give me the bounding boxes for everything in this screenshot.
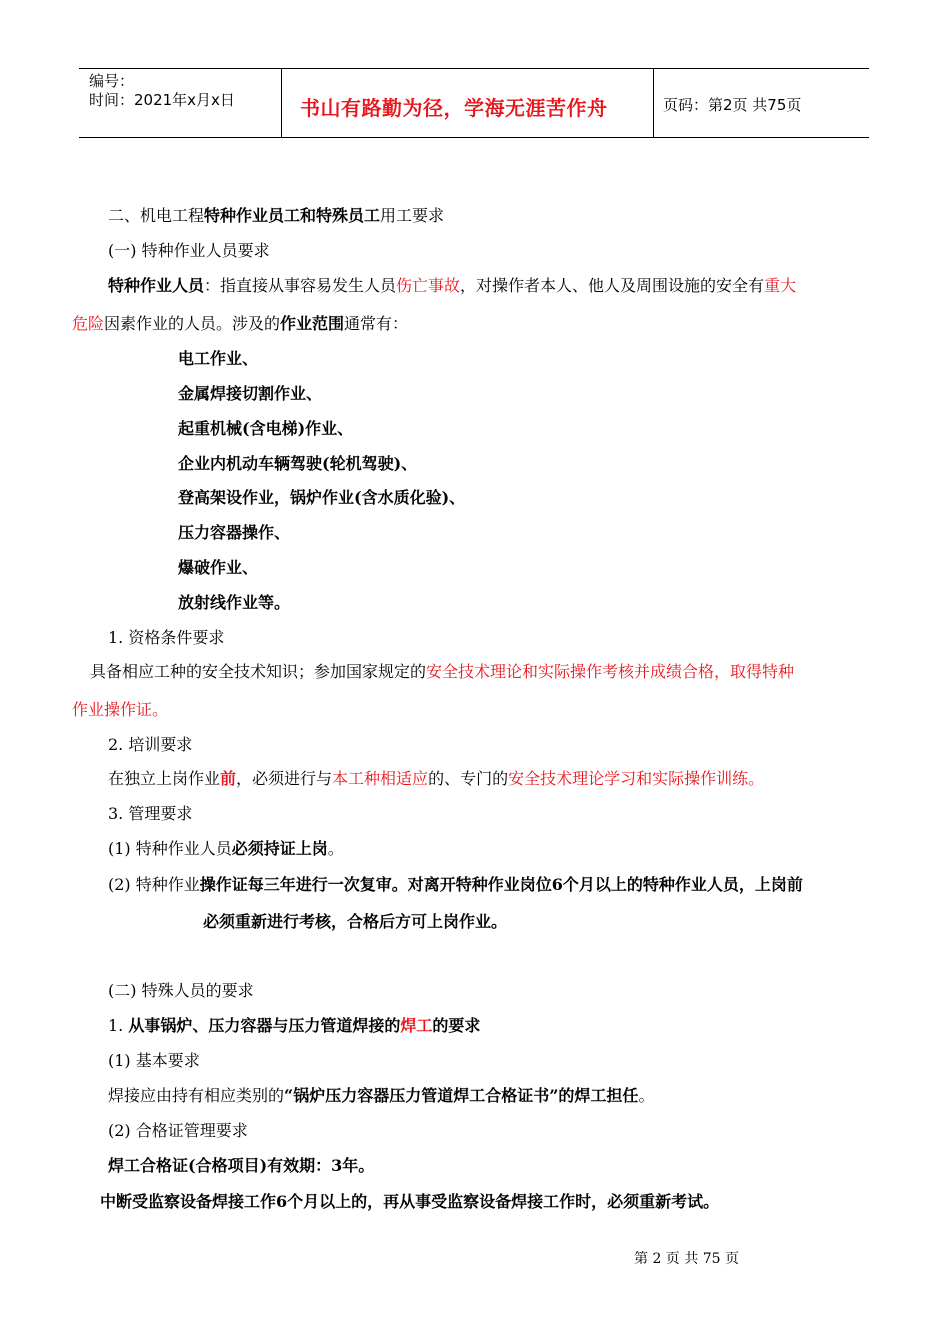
header-code: 编号： [89,72,135,90]
management-item-continued: 必须重新进行考核，合格后方可上岗作业。 [203,912,508,931]
management-item: (1) 特种作业人员必须持证上岗。 [108,839,344,858]
certificate-validity: 焊工合格证(合格项目)有效期：3年。 [108,1156,375,1175]
list-item: 压力容器操作、 [178,523,291,542]
welder-heading: 1. 从事锅炉、压力容器与压力管道焊接的焊工的要求 [108,1016,481,1035]
training-text: 在独立上岗作业前，必须进行与本工种相适应的、专门的安全技术理论学习和实际操作训练。 [108,769,765,788]
list-item: 金属焊接切割作业、 [178,384,323,403]
definition-line: 危险因素作业的人员。涉及的作业范围通常有： [72,314,409,333]
definition-line: 特种作业人员：指直接从事容易发生人员伤亡事故，对操作者本人、他人及周围设施的安全有重大 [108,276,797,295]
basic-requirement-text: 焊接应由持有相应类别的“锅炉压力容器压力管道焊工合格证书”的焊工担任。 [108,1086,655,1105]
list-item: 企业内机动车辆驾驶(轮机驾驶)、 [178,454,418,473]
list-item: 放射线作业等。 [178,593,291,612]
certificate-title: (2) 合格证管理要求 [108,1121,248,1140]
list-item: 爆破作业、 [178,558,259,577]
section-heading: 二、机电工程特种作业员工和特殊员工用工要求 [108,206,445,225]
page-number: 第 2 页 共 75 页 [634,1251,739,1267]
header-time: 时间：2021年x月x日 [89,91,235,109]
basic-requirement-title: (1) 基本要求 [108,1051,200,1070]
header-divider [281,69,282,137]
header-motto: 书山有路勤为径，学海无涯苦作舟 [300,96,608,120]
training-title: 2. 培训要求 [108,735,193,754]
qualification-title: 1. 资格条件要求 [108,628,225,647]
header-divider [653,69,654,137]
list-item: 登高架设作业，锅炉作业(含水质化验)、 [178,488,466,507]
qualification-text: 具备相应工种的安全技术知识；参加国家规定的安全技术理论和实际操作考核并成绩合格，取得特种 [90,662,795,681]
subsection-title: (二) 特殊人员的要求 [108,981,254,1000]
subsection-title: (一) 特种作业人员要求 [108,241,270,260]
qualification-text: 作业操作证。 [72,700,169,719]
management-item: (2) 特种作业操作证每三年进行一次复审。对离开特种作业岗位6个月以上的特种作业人员，上岗前 [108,875,803,894]
list-item: 起重机械(含电梯)作业、 [178,419,354,438]
certificate-interruption: 中断受监察设备焊接工作6个月以上的，再从事受监察设备焊接工作时，必须重新考试。 [100,1192,720,1211]
list-item: 电工作业、 [178,349,259,368]
management-title: 3. 管理要求 [108,804,193,823]
header-page: 页码：第2页 共75页 [663,96,802,114]
